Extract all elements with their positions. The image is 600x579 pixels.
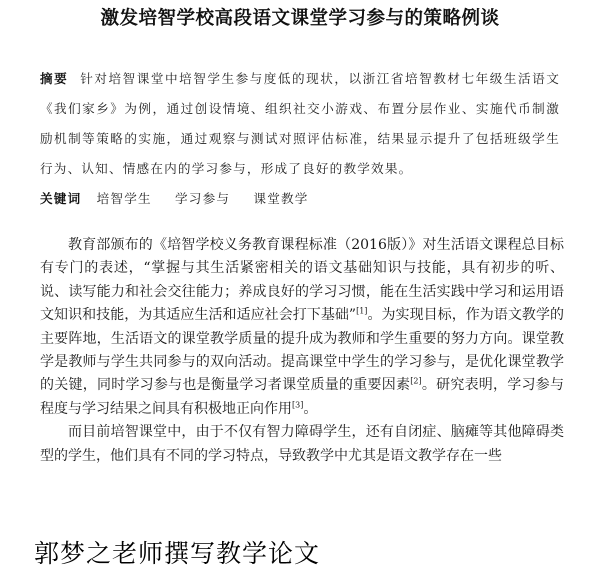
keyword-item: 学习参与 [175,191,231,206]
paragraph [40,421,564,468]
paragraph-text: 。为实现目标，作为语文教学的主要阵地，生活语文的课堂教学质量的提升成为教师和学生重要的努力方向。课堂教学是教师与学生共同参与的双向活动。提高课堂中学生的学习参与，是优化课堂教学的关键，同时学习参与也是衡量学习者课堂质量的重要因素 [40,307,565,394]
body-text [40,234,564,468]
paragraph-text: 而目前培智课堂中，由于不仅有智力障碍学生，还有自闭症、脑瘫等其他障碍类型的学生，他们具有不同的学习特点，导致教学中尤其是语文教学存在一些 [40,424,564,464]
abstract-section [40,64,560,184]
paragraph-text: 。研究表明，学习参与程度与学习结果之间具有积极地正向作用 [40,377,565,417]
keyword-item: 课堂教学 [253,191,309,206]
paragraph [40,234,564,421]
image-caption: 郭梦之老师撰写教学论文 [34,539,321,568]
citation-ref: [3] [292,400,304,410]
citation-ref: [2] [410,376,422,386]
paragraph-text: 。 [303,400,318,417]
citation-ref: [1] [356,306,368,316]
abstract-label: 摘要 [40,71,69,86]
keywords-label: 关键词 [40,191,82,206]
keywords-section [40,184,560,214]
text-fade-overlay [0,508,600,528]
keyword-item: 培智学生 [96,191,152,206]
abstract-text: 针对培智课堂中培智学生参与度低的现状，以浙江省培智教材七年级生活语文《我们家乡》为例，通过创设情境、组织社交小游戏、布置分层作业、实施代币制激励机制等策略的实施，通过观察与测试对照评估标准，结果显示提升了包括班级学生行为、认知、情感在内的学习参与，形成了良好的教学效果。 [40,71,560,176]
paragraph-text: 教育部颁布的《培智学校义务教育课程标准（2016版）》对生活语文课程总目标有专门的表述，“掌握与其生活紧密相关的语文基础知识与技能，具有初步的听、说、读写能力和社会交往能力；养成良好的学习习惯，能在生活实践中学习和运用语文知识和技能，为其适应生活和适应社会打下基础” [40,237,564,324]
document-title: 激发培智学校高段语文课堂学习参与的策略例谈 [100,8,500,29]
